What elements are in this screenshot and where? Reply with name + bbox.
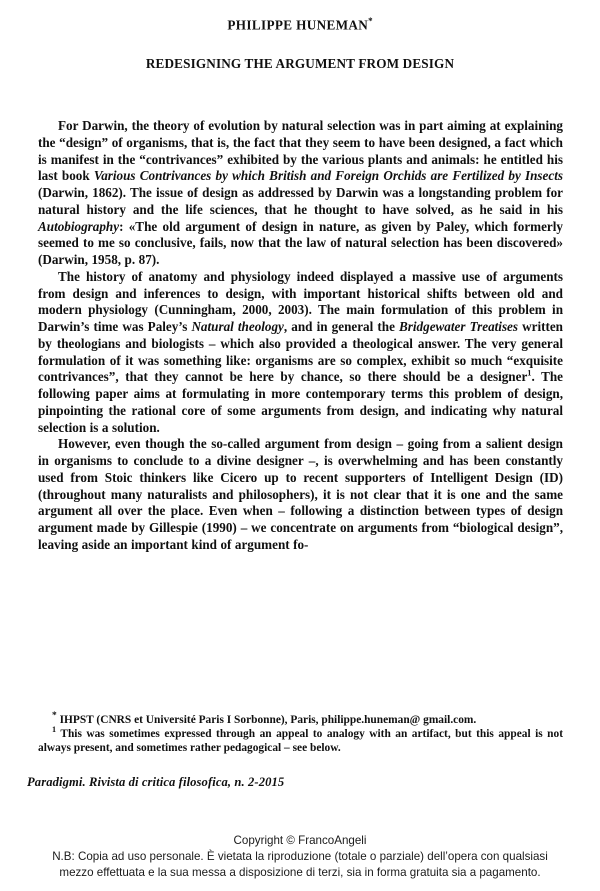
journal-citation: Paradigmi. Rivista di critica filosofica, n. 2-2015 — [27, 775, 285, 789]
text-run: , and in general the — [283, 319, 400, 334]
copyright-line: Copyright © FrancoAngeli — [233, 834, 367, 847]
usage-notice-line-1: N.B: Copia ad uso personale. È vietata la riproduzione (totale o parziale) dell’opera con qualsiasi — [52, 850, 548, 864]
paragraph — [38, 269, 563, 437]
footnote-item — [38, 713, 563, 727]
copyright-footer — [0, 833, 600, 882]
text-run: For Darwin, the theory of evolution by natural selection was in part aiming at explaining the “design” of organisms, that is, the fact that they seem to have been designed, a fact which is manifest in the “contrivances” exhibited by the various plants and animals: he entitled his last book — [38, 118, 563, 184]
footnote-reference: 1 — [527, 368, 532, 378]
text-run: The history of anatomy and physiology indeed displayed a massive use of arguments from design and inferences to design, with important historical shifts between old and modern physiology (Cunningham, 2000, 2003). The main formulation of this problem in Darwin’s time was Paley’s — [38, 268, 563, 334]
footnote-text: This was sometimes expressed through an appeal to analogy with an artifact, but this appeal is not always present, and sometimes rather pedagogical – see below. — [38, 728, 563, 755]
text-run: (Darwin, 1862). The issue of design as addressed by Darwin was a longstanding problem for natural history and the life sciences, that he thought to have solved, as he said in his — [38, 185, 563, 217]
paragraph — [38, 118, 563, 269]
article-title: REDESIGNING THE ARGUMENT FROM DESIGN — [145, 55, 455, 71]
text-run: However, even though the so-called argument from design – going from a salient design in organisms to conclude to a divine designer –, is overwhelming and has been constantly used from Stoic thinkers like Cicero up to recent supporters of Intelligent Design (ID) (throughout many naturalists and philosophers), it is not clear that it is one and the same argument all over the place. Even when – following a distinction between types of design argument made by Gillespie (1990) – we concentrate on arguments from “biological design”, leaving aside an important kind of argument fo- — [38, 436, 563, 552]
italic-run: Autobiography — [38, 218, 120, 234]
footnote-item — [38, 727, 563, 755]
usage-notice-line-2: mezzo effettuata e la sua messa a disposizione di terzi, sia in forma gratuita sia a pagamento. — [59, 866, 541, 880]
footnote-section — [38, 713, 563, 756]
italic-run: Bridgewater Treatises — [399, 319, 518, 334]
italic-run: Natural theology — [191, 319, 284, 334]
paragraph — [38, 436, 563, 553]
author-name — [0, 0, 600, 33]
text-run: written by theologians and biologists – which also provided a theological answer. The very general formulation of it was something like: organisms are so complex, exhibit so much “exquisite contrivances”, that they cannot be here by chance, so there should be a designer — [38, 319, 563, 385]
body-text — [38, 118, 563, 554]
italic-run: Various Contrivances by which British and Foreign Orchids are Fertilized by Insects — [93, 168, 563, 184]
text-run: . The following paper aims at formulating in more contemporary terms this problem of design, pinpointing the rational core of some arguments from design, and indicating why natural selection is a solution. — [38, 369, 563, 435]
footnote-marker: * — [52, 711, 57, 722]
author-footnote-marker: * — [368, 16, 373, 26]
footnote-text: IHPST (CNRS et Université Paris I Sorbonne), Paris, philippe.huneman@ gmail.com. — [56, 714, 477, 726]
footnote-marker: 1 — [52, 725, 57, 735]
author-name-text: PHILIPPE HUNEMAN — [227, 17, 369, 33]
text-run: : «The old argument of design in nature, as given by Paley, which formerly seemed to me so conclusive, fails, now that the law of natural selection has been discovered» (Darwin, 1958, p. 87). — [38, 218, 563, 267]
